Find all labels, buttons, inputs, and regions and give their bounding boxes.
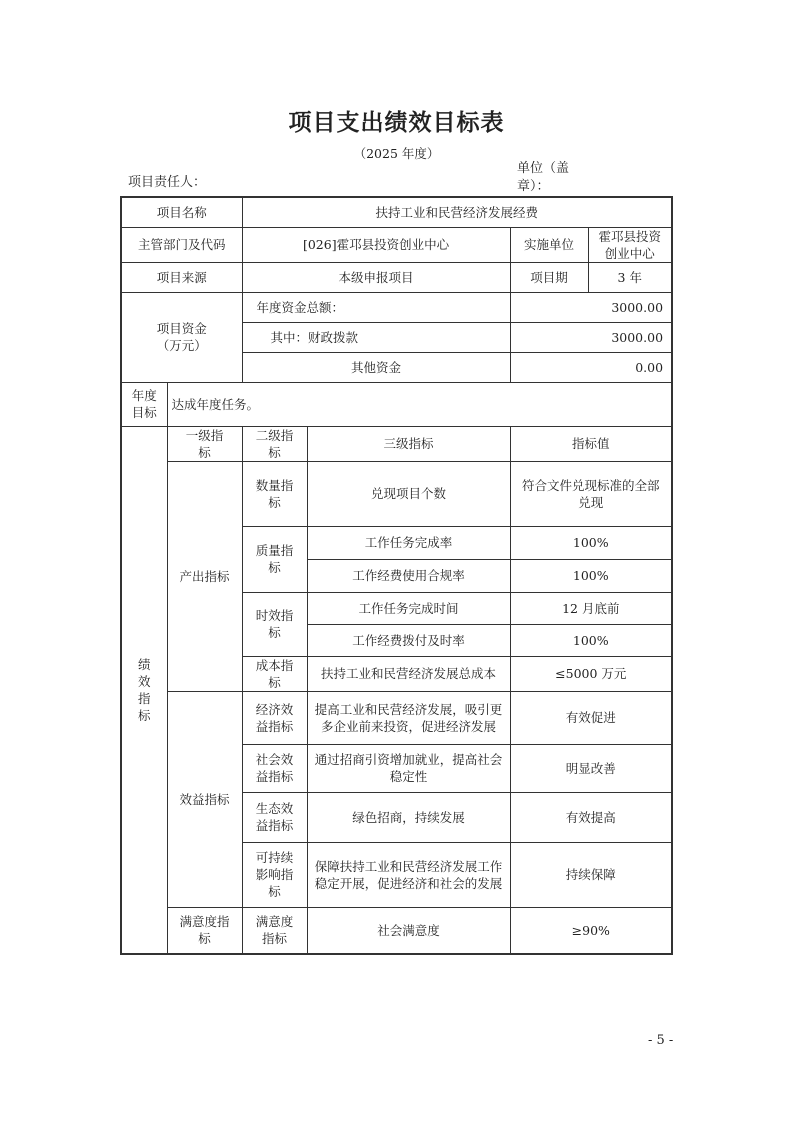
l2-cell: 质量指标 [242,526,307,592]
l3-cell: 通过招商引资增加就业，提高社会稳定性 [307,744,510,792]
l3-cell: 工作任务完成率 [307,526,510,559]
value-cell: 持续保障 [510,842,672,907]
year-subtitle: （2025 年度） [353,146,440,161]
responsible-label: 项目责任人： [128,175,207,190]
value-cell: ≤5000 万元 [510,656,672,691]
l2-cell: 可持续影响指标 [242,842,307,907]
header-l2: 二级指标 [242,426,307,461]
other-label: 其他资金 [242,352,510,382]
value-cell: 明显改善 [510,744,672,792]
dept-value: [026]霍邛县投资创业中心 [242,227,510,262]
goal-label: 年度目标 [121,382,167,426]
performance-table [120,196,673,955]
l2-cell: 生态效益指标 [242,792,307,842]
l3-cell: 社会满意度 [307,907,510,954]
l2-cell: 经济效益指标 [242,691,307,744]
header-l1: 一级指标 [167,426,242,461]
fund-label: 项目资金（万元） [121,292,242,382]
satisfaction-label: 满意度指标 [167,907,242,954]
l3-cell: 扶持工业和民营经济发展总成本 [307,656,510,691]
value-cell: 有效提高 [510,792,672,842]
perf-label: 绩效指标 [121,426,167,954]
value-cell: 有效促进 [510,691,672,744]
l3-cell: 工作任务完成时间 [307,592,510,624]
l3-cell: 工作经费拨付及时率 [307,624,510,656]
l2-cell: 社会效益指标 [242,744,307,792]
l2-cell: 成本指标 [242,656,307,691]
fiscal-value: 3000.00 [510,322,672,352]
value-cell: 100% [510,559,672,592]
impl-value: 霍邛县投资创业中心 [588,227,672,262]
l3-cell: 提高工业和民营经济发展，吸引更多企业前来投资，促进经济发展 [307,691,510,744]
l3-cell: 兑现项目个数 [307,461,510,526]
value-cell: 符合文件兑现标准的全部兑现 [510,461,672,526]
source-label: 项目来源 [121,262,242,292]
l2-cell: 数量指标 [242,461,307,526]
value-cell: 12 月底前 [510,592,672,624]
name-value: 扶持工业和民营经济发展经费 [242,197,672,227]
page-title: 项目支出绩效目标表 [288,110,505,136]
l3-cell: 保障扶持工业和民营经济发展工作稳定开展，促进经济和社会的发展 [307,842,510,907]
page-number: - 5 - [648,1033,674,1048]
total-label: 年度资金总额： [242,292,510,322]
value-cell: ≥90% [510,907,672,954]
dept-label: 主管部门及代码 [121,227,242,262]
l2-cell: 满意度指标 [242,907,307,954]
period-label: 项目期 [510,262,588,292]
l3-cell: 工作经费使用合规率 [307,559,510,592]
benefit-label: 效益指标 [167,691,242,907]
unit-label: 单位（盖章）： [517,161,570,194]
total-value: 3000.00 [510,292,672,322]
source-value: 本级申报项目 [242,262,510,292]
value-cell: 100% [510,624,672,656]
output-label: 产出指标 [167,461,242,691]
l3-cell: 绿色招商，持续发展 [307,792,510,842]
value-cell: 100% [510,526,672,559]
goal-value: 达成年度任务。 [167,382,672,426]
other-value: 0.00 [510,352,672,382]
header-l3: 三级指标 [307,426,510,461]
header-value: 指标值 [510,426,672,461]
name-label: 项目名称 [121,197,242,227]
fiscal-label: 其中：财政拨款 [242,322,510,352]
l2-cell: 时效指标 [242,592,307,656]
period-value: 3 年 [588,262,672,292]
impl-label: 实施单位 [510,227,588,262]
